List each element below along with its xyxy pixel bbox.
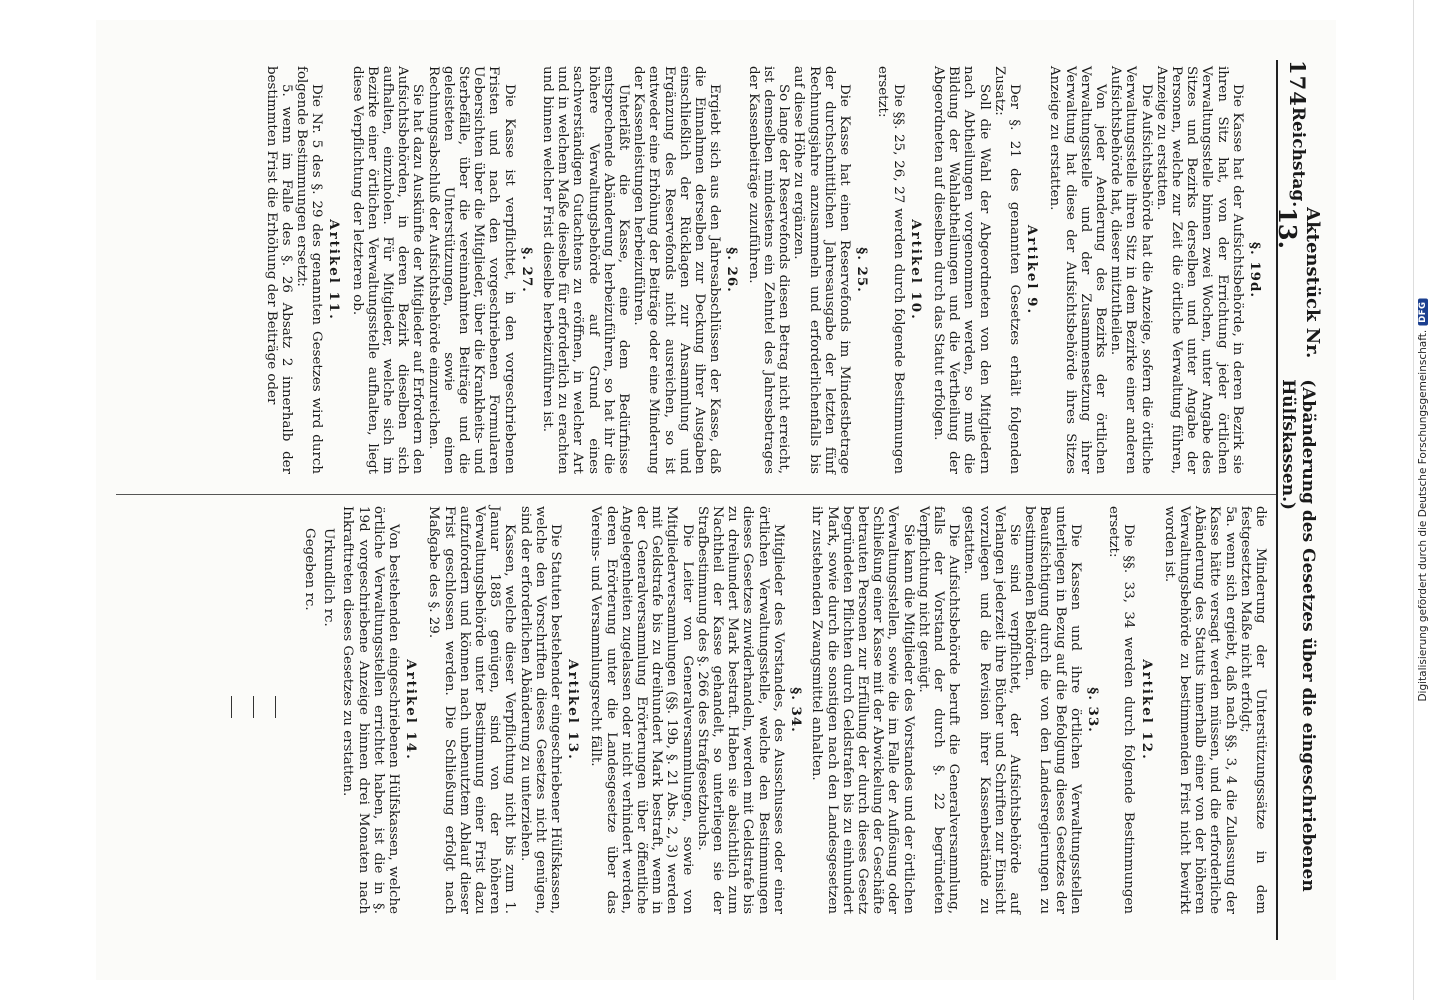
paragraph: Von bestehenden eingeschriebenen Hülfskassen, welche örtliche Verwaltungsstellen errichtet haben, ist die in §. 19d vorgeschriebene Anzeige binnen drei Monaten nach Inkrafttreten dieses Gesetzes zu erstatten. [340,506,402,914]
paragraph: Die Leiter von Generalversammlungen, sowie von Mitgliederversammlungen (§§. 19b, §. 21 Abs. 2, 3) werden mit Geldstrafe bis zu dreihundert Mark bestraft, wenn in der Generalversammlung Erörterungen über öffentliche Angelegenheiten zugelassen oder nicht verhindert werden, deren Erörterung unter die Landesgesetze über das Vereins- und Versammlungsrecht fällt. [588,506,695,914]
scanned-page [96,20,1336,980]
paragraph: 5a. wenn sich ergiebt, daß nach §§. 3, 4 die Zulassung der Kasse hätte versagt werden müssen, und die erforderliche Abänderung des Statuts innerhalb einer von der höheren Verwaltungsbehörde zu bestimmenden Frist nicht bewirkt worden ist. [1161,506,1238,914]
section-heading: §. 25. [854,247,871,293]
article-heading: Artikel 12. [1138,659,1155,761]
paragraph: Die §§. 33, 34 werden durch folgende Bestimmungen ersetzt: [1106,506,1137,914]
header-source: Reichstag. [1288,106,1308,208]
page-header [1273,60,1323,940]
right-column [216,506,1268,914]
paragraph: Die Aufsichtsbehörde hat die Anzeige, sofern die örtliche Verwaltungsstelle ihren Sitz in dem Bezirke einer anderen Aufsichtsbehörde hat, dieser mitzutheilen. [1108,66,1154,474]
section-heading: §. 19d. [1247,242,1263,298]
section-heading: §. 26. [724,247,741,293]
paragraph: Die §§. 25, 26, 27 werden durch folgende Bestimmungen ersetzt: [875,66,906,474]
article-heading: Artikel 10. [907,219,924,321]
paragraph: Die Nr. 5 des §. 29 des genannten Gesetzes wird durch folgende Bestimmungen ersetzt: [294,66,325,474]
paragraph: Die Kasse hat einen Reservefonds im Mindestbetrage der durchschnittlichen Jahresausgabe der letzten fünf Rechnungsjahre anzusammeln und erforderlichenfalls bis auf diese Höhe zu ergänzen. [791,66,852,474]
paragraph: die Minderung der Unterstützungssätze in dem festgesetzten Maße nicht erfolgt; [1237,506,1268,914]
paragraph: 5. wenn im Falle des §. 26 Absatz 2 innerhalb der bestimmten Frist die Erhöhung der Beiträge oder [263,66,294,474]
paragraph: Sie sind verpflichtet, der Aufsichtsbehörde auf Verlangen jederzeit ihre Bücher und Schriften zur Einsicht vorzulegen und die Revision ihrer Kassenbestände zu gestatten. [961,506,1022,914]
paragraph: Die Kasse ist verpflichtet, in den vorgeschriebenen Fristen und nach den vorgeschriebenen Formularen Uebersichten über die Mitglieder, über die Krankheits- und Sterbefälle, über die vereinnahmten Beiträge und die geleisteten Unterstützungen, sowie einen Rechnungsabschluß der Aufsichtsbehörde einzureichen. [425,66,517,474]
paragraph: Unterläßt die Kasse, eine dem Bedürfnisse entsprechende Abänderung herbeizuführen, so hat ihr die höhere Verwaltungsbehörde auf Grund eines sachverständigen Gutachtens zu eröffnen, in welcher Art und in welchem Maße dieselbe für erforderlich zu erachten und binnen welcher Frist dieselbe herbeizuführen ist. [540,66,632,474]
dash-mark [275,696,276,718]
issue-number: 13. [1273,207,1302,249]
digitization-banner [1413,0,1432,1000]
paragraph: Die Kassen und ihre örtlichen Verwaltungsstellen unterliegen in Bezug auf die Befolgung dieses Gesetzes der Beaufsichtigung durch die von den Landesregierungen zu bestimmenden Behörden. [1022,506,1083,914]
paragraph: Sie kann die Mitglieder des Vorstandes und der örtlichen Verwaltungsstellen, sowie die im Falle der Auflösung oder Schließung einer Kasse mit der Abwickelung der Geschäfte betrauten Personen zur Erfüllung der durch dieses Gesetz begründeten Pflichten durch Geldstrafen bis zu einhundert Mark, sowie durch die sonstigen nach den Landesgesetzen ihr zustehenden Zwangsmittel anhalten. [809,506,916,914]
left-column [263,66,1268,474]
article-heading: Artikel 14. [403,659,420,761]
signature-line: Urkundlich rc. [321,528,337,627]
dfg-logo: DFG [1418,298,1428,325]
signature-line: Gegeben rc. [302,528,318,611]
issue-prefix: Aktenstück Nr. [1302,207,1323,359]
section-heading: §. 27. [518,247,535,293]
article-heading: Artikel 13. [565,659,582,761]
paragraph: Die Kasse hat der Aufsichtsbehörde, in deren Bezirk sie ihren Sitz hat, von der Errichtung jeder örtlichen Verwaltungsstelle binnen zwei Wochen, unter Angabe des Sitzes und Bezirks derselben und unter Angabe der Personen, welche zur Zeit die örtliche Verwaltung führen, Anzeige zu erstatten. [1153,66,1245,474]
paragraph: Die Aufsichtsbehörde beruft die Generalversammlung, falls der Vorstand der durch §. 22 begründeten Verpflichtung nicht genügt. [915,506,962,914]
header-title: (Abänderung des Gesetzes über die eingeschriebenen Hülfskassen.) [1278,379,1318,892]
paragraph: Sie hat dazu Auskünfte der Mitglieder auf Erfordern den Aufsichtsbehörden, in deren Bezirk dieselben sich aufhalten, einzuholen. Für Mitglieder, welche sich im Bezirke einer örtlichen Verwaltungsstelle aufhalten, liegt diese Verpflichtung der letzteren ob. [349,66,426,474]
column-divider [116,494,1276,495]
section-heading: §. 34. [788,687,805,733]
article-heading: Artikel 9. [1024,224,1041,316]
paragraph: Kassen, welche dieser Verpflichtung nicht bis zum 1. Januar 1885 genügen, sind von der höheren Verwaltungsbehörde unter Bestimmung einer Frist dazu aufzufordern und können nach unbenutztem Ablauf dieser Frist geschlossen werden. Die Schließung erfolgt nach Maßgabe des §. 29. [426,506,518,914]
header-issue [1273,207,1323,379]
paragraph: Ergiebt sich aus den Jahresabschlüssen der Kasse, daß die Einnahmen derselben zur Deckung ihrer Ausgaben einschließlich der Rücklagen zur Ansammlung und Ergänzung des Reservefonds nicht ausreichen, so ist entweder eine Erhöhung der Beiträge oder eine Minderung der Kassenleistungen herbeizuführen. [631,66,723,474]
dash-mark [253,696,254,718]
paragraph: Der §. 21 des genannten Gesetzes erhält folgenden Zusatz: [991,66,1022,474]
article-heading: Artikel 11. [326,219,343,321]
paragraph: Von jeder Aenderung des Bezirks der örtlichen Verwaltungsstelle und der Zusammensetzung ihrer Verwaltung hat diese der Aufsichtsbehörde ihres Sitzes Anzeige zu erstatten. [1047,66,1108,474]
banner-text: Digitalisierung gefördert durch die Deutsche Forschungsgemeinschaft. [1417,329,1429,702]
dash-mark [231,696,232,718]
paragraph: Soll die Wahl der Abgeordneten von den Mitgliedern nach Abtheilungen vorgenommen werden, so muß die Bildung der Wahlabtheilungen und die Vertheilung der Abgeordneten auf dieselben durch das Statut erfolgen. [930,66,992,474]
section-heading: §. 33. [1084,687,1101,733]
paragraph: So lange der Reservefonds diesen Betrag nicht erreicht, ist demselben mindestens ein Zehntel des Jahresbetrages der Kassenbeiträge zuzuführen. [745,66,792,474]
page-number: 174 [1285,60,1311,107]
closing-dashes [216,506,276,914]
paragraph: Mitglieder des Vorstandes, des Ausschusses oder einer örtlichen Verwaltungsstelle, welche den Bestimmungen dieses Gesetzes zuwiderhandeln, werden mit Geldstrafe bis zu dreihundert Mark bestraft. Haben sie absichtlich zum Nachtheil der Kasse gehandelt, so unterliegen sie der Strafbestimmung des §. 266 des Strafgesetzbuchs. [694,506,786,914]
paragraph: Die Statuten bestehender eingeschriebener Hülfskassen, welche den Vorschriften dieses Gesetzes nicht genügen, sind der erforderlichen Abänderung zu unterziehen. [517,506,564,914]
